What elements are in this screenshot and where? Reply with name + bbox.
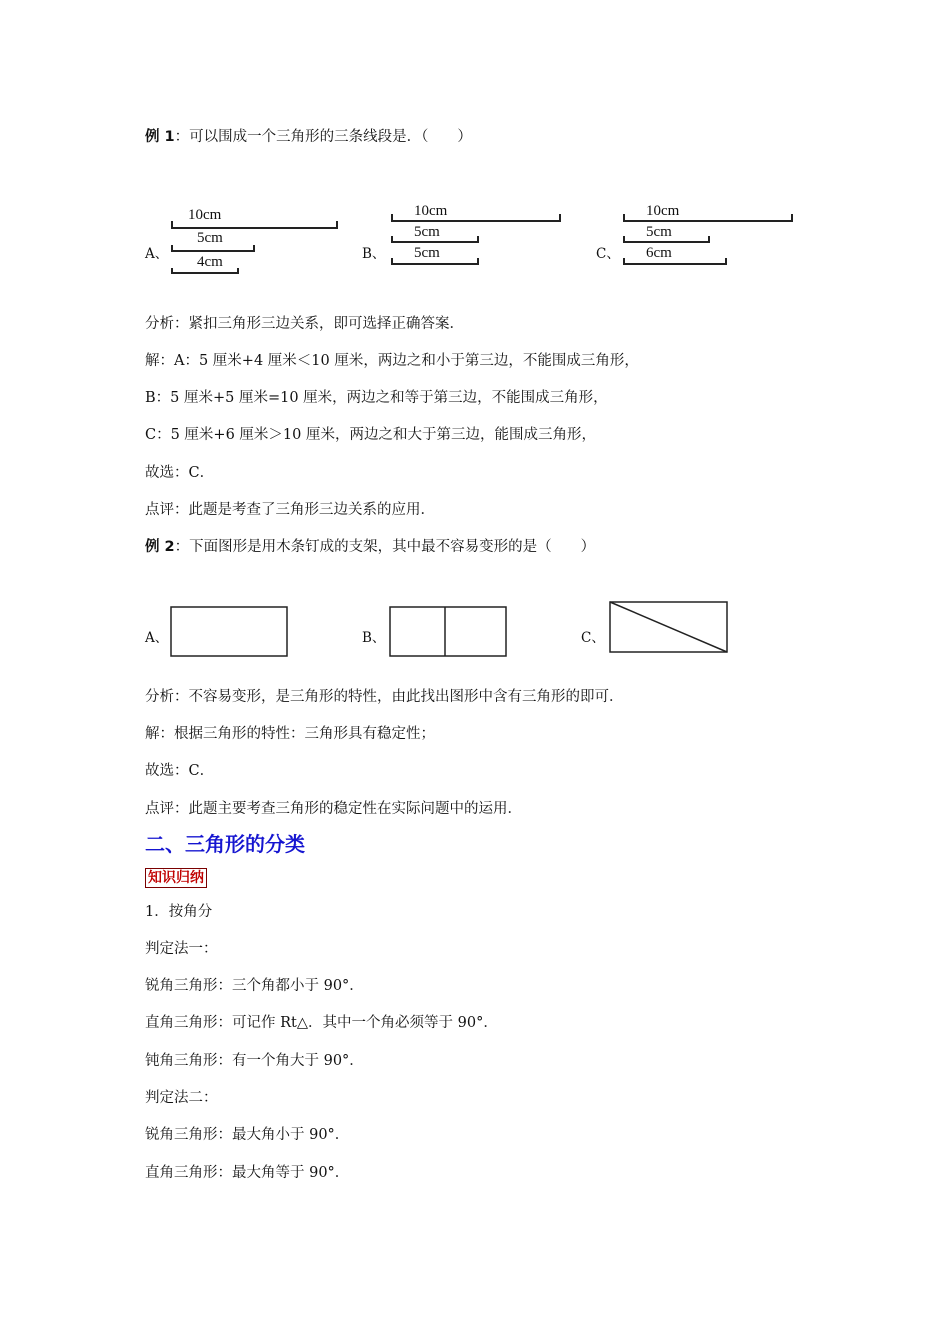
segment-b3-label: 5cm [414,245,440,261]
example2-text: ：下面图形是用木条钉成的支架，其中最不容易变形的是（ ） [174,539,596,555]
segment-b2-label: 5cm [414,224,440,240]
method-two: 判定法二： [145,1090,218,1106]
ex1-option-c-label: C、 [596,246,620,262]
segment-c2-label: 5cm [646,224,672,240]
ex1-solution-b: B：5 厘米+5 厘米=10 厘米，两边之和等于第三边，不能围成三角形， [145,390,608,406]
segment-a2-label: 5cm [197,230,223,246]
ex2-answer: 故选：C． [145,763,215,779]
segment-a1-label: 10cm [188,207,222,223]
ex1-analysis: 分析：紧扣三角形三边关系，即可选择正确答案． [145,316,464,332]
segment-a3-label: 4cm [197,254,223,270]
ex2-option-c-figure [610,602,727,652]
ex1-option-b-label: B、 [362,246,386,262]
acute-triangle-2: 锐角三角形：最大角小于 90°． [145,1127,350,1143]
ex2-option-a-rectangle [171,607,287,656]
ex2-option-c-diagonal [610,602,727,652]
ex2-option-c-label: C、 [581,630,605,646]
example1-label: 例 1 [145,129,175,145]
ex1-answer: 故选：C． [145,465,215,481]
right-triangle-1: 直角三角形：可记作 Rt△．其中一个角必须等于 90°． [145,1015,498,1031]
segment-b1-label: 10cm [414,203,448,219]
obtuse-triangle-1: 钝角三角形：有一个角大于 90°． [145,1053,364,1069]
ex2-analysis: 分析：不容易变形，是三角形的特性，由此找出图形中含有三角形的即可． [145,689,624,705]
segment-c3-label: 6cm [646,245,672,261]
ex1-solution-c: C：5 厘米+6 厘米＞10 厘米，两边之和大于第三边，能围成三角形， [145,427,596,443]
segment-c1-label: 10cm [646,203,680,219]
method-one: 判定法一： [145,941,218,957]
example1-text: ：可以围成一个三角形的三条线段是．（ ） [174,129,472,145]
ex1-option-a-label: A、 [145,246,169,262]
right-triangle-2: 直角三角形：最大角等于 90°． [145,1165,350,1181]
ex2-option-a-label: A、 [145,630,169,646]
ex2-option-b-figure [390,607,506,656]
classify-by-angle: 1．按角分 [145,904,213,920]
example2-label: 例 2 [145,539,175,555]
ex2-option-b-rectangle [390,607,506,656]
ex2-option-b-label: B、 [362,630,386,646]
ex1-comment: 点评：此题是考查了三角形三边关系的应用． [145,502,435,518]
acute-triangle-1: 锐角三角形：三个角都小于 90°． [145,978,364,994]
ex2-comment: 点评：此题主要考查三角形的稳定性在实际问题中的运用． [145,801,522,817]
section-heading: 二、三角形的分类 [145,832,305,856]
ex1-solution-a: 解：A：5 厘米+4 厘米＜10 厘米，两边之和小于第三边，不能围成三角形， [145,353,639,369]
segment-c3 [624,258,726,264]
ex2-solution: 解：根据三角形的特性：三角形具有稳定性； [145,726,435,742]
knowledge-badge: 知识归纳 [145,868,207,888]
example2-question [145,537,595,557]
